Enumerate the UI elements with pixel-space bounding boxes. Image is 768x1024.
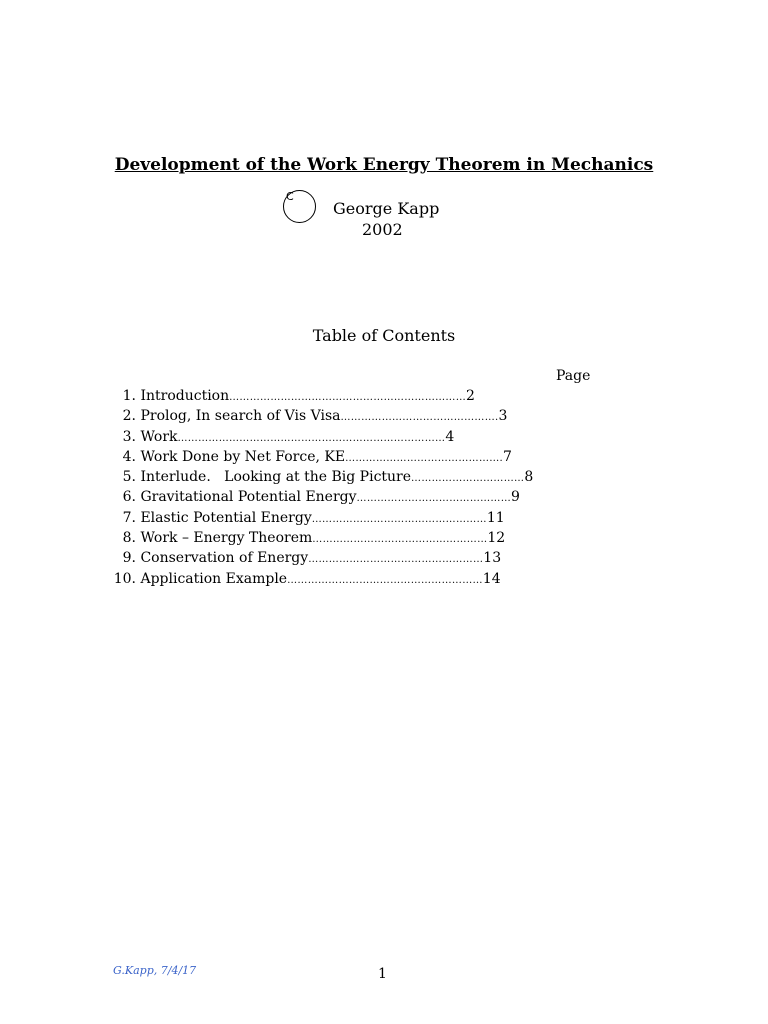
toc-heading: Table of Contents (312, 326, 456, 345)
toc-entry (112, 428, 533, 448)
toc-entry-page: 14 (482, 570, 501, 587)
toc-entry-title: Conservation of Energy (140, 550, 309, 567)
toc-entry-number: 1. (122, 388, 136, 404)
toc-entry-leader: ………………………………………. (340, 412, 499, 424)
toc-entry-leader: …………………………………………………………………… (177, 432, 446, 444)
table-of-contents (112, 387, 533, 590)
toc-entry-page: 4 (445, 428, 455, 445)
author-name: George Kapp (333, 199, 440, 218)
toc-entry (112, 468, 533, 488)
toc-entry-title: Introduction (140, 388, 230, 404)
toc-entry-number: 9. (122, 550, 136, 567)
toc-entry-page: 8 (524, 469, 534, 486)
toc-entry-leader: …………………………………………… (312, 534, 488, 546)
toc-entry-leader: ……………………………………… (356, 493, 512, 505)
toc-entry (112, 509, 533, 529)
toc-entry-title: Gravitational Potential Energy (140, 489, 357, 506)
publication-year: 2002 (362, 220, 403, 239)
copyright-icon (283, 190, 316, 223)
toc-entry-page: 7 (503, 448, 512, 465)
toc-entry-number: 5. (122, 469, 136, 486)
toc-entry (112, 549, 533, 569)
toc-entry-leader: ………………………………………………… (287, 574, 483, 586)
toc-entry-page: 9 (511, 489, 520, 506)
toc-entry-leader: …………………………………………… (311, 513, 487, 525)
toc-entry-leader: …………………………………………… (308, 554, 484, 566)
toc-entry (112, 570, 533, 590)
toc-entry-page: 11 (486, 509, 505, 526)
toc-entry-title: Work – Energy Theorem (140, 530, 313, 547)
toc-entry-page: 12 (487, 530, 506, 547)
toc-entry-number: 6. (122, 489, 136, 506)
toc-entry-leader: …………………………… (411, 473, 525, 485)
toc-entry-number: 3. (122, 428, 136, 445)
toc-entry (112, 448, 533, 468)
toc-entry (112, 407, 533, 427)
toc-page-column-label: Page (556, 368, 591, 384)
toc-entry (112, 529, 533, 549)
toc-entry-number: 10. (113, 570, 136, 587)
toc-entry-title: Prolog, In search of Vis Visa (140, 408, 341, 425)
toc-entry (112, 387, 533, 407)
toc-entry-title: Application Example (140, 570, 288, 587)
toc-entry-number: 7. (122, 509, 136, 526)
copyright-letter: C (286, 190, 294, 203)
page-number: 1 (378, 966, 387, 982)
toc-entry-leader: …………………………………………………………… (229, 392, 467, 403)
toc-entry-number: 4. (122, 448, 136, 465)
toc-entry-page: 3 (498, 408, 508, 425)
toc-entry-page: 13 (483, 550, 502, 567)
footer-author-date: G.Kapp, 7/4/17 (113, 964, 197, 977)
toc-entry-title: Interlude. Looking at the Big Picture (140, 469, 412, 486)
toc-entry-title: Work Done by Net Force, KE (140, 448, 346, 465)
toc-entry-title: Elastic Potential Energy (140, 509, 312, 526)
toc-entry-number: 2. (122, 408, 136, 425)
toc-entry-title: Work (140, 428, 178, 445)
toc-entry-page: 2 (466, 388, 475, 404)
toc-entry-number: 8. (122, 530, 136, 547)
toc-entry-leader: ………………………………………. (345, 452, 504, 464)
document-title: Development of the Work Energy Theorem in Mechanics (114, 155, 654, 175)
toc-entry (112, 488, 533, 508)
